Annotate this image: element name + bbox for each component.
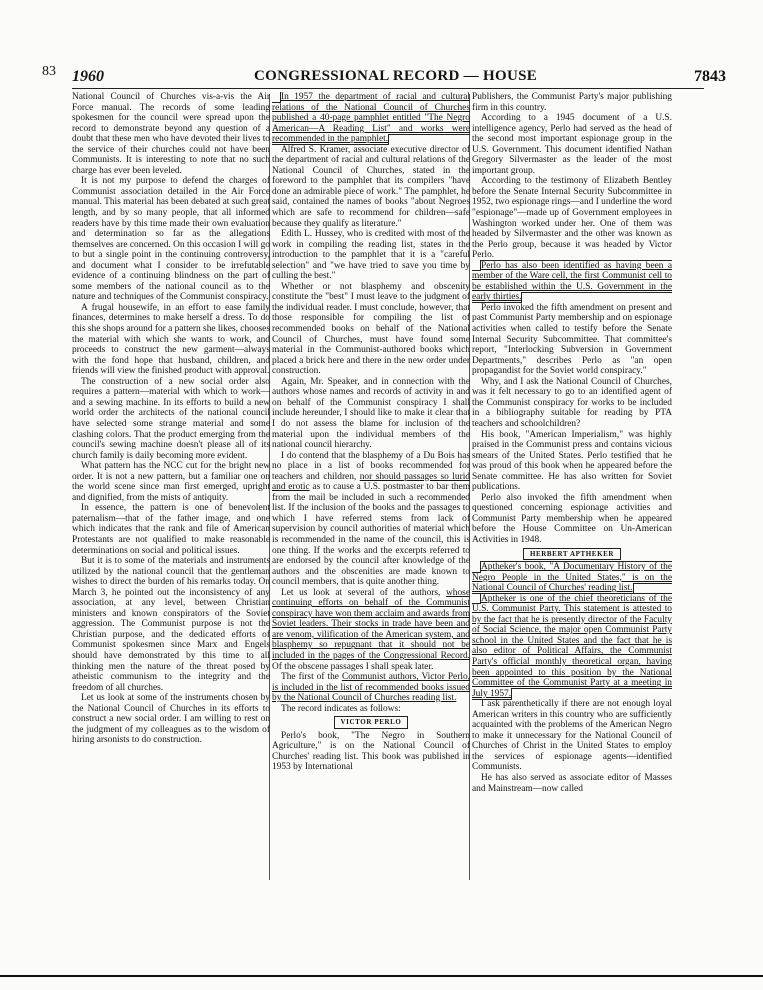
- paragraph: In essence, the pattern is one of benevolent paternalism—that of the father image, and one which indicates that the rank and file of American Protestants are not qualified to make reasonable determinations on social and political issues.: [72, 503, 270, 556]
- header-page-number: 7843: [694, 68, 726, 85]
- boxed-passage: In 1957 the department of racial and cultural relations of the National Council of Churches published a 40-page pamphlet entitled "The Negro American—A Reading List" and works were recommended in the pamphlet.: [272, 92, 470, 145]
- paragraph: [272, 588, 470, 672]
- subheading-label: VICTOR PERLO: [334, 716, 409, 729]
- boxed-passage: Aptheker's book, "A Documentary History of the Negro People in the United States," is on the National Council of Churches' reading list.: [472, 562, 672, 594]
- paragraph: A frugal housewife, in an effort to ease family finances, determines to make herself a dress. To do this she shops around for a pattern she likes, chooses the material with which she wants to work, and proceeds to construct the new garment—always with the fond hope that husband, children, and friends will view the finished product with approval.: [72, 302, 270, 377]
- subheading: [472, 548, 672, 561]
- text-run: Let us look at several of the authors,: [281, 587, 447, 598]
- boxed-passage: Aptheker is one of the chief theoreticians of the U.S. Communist Party. This statement is attested to by the fact that he is presently director of the Faculty of Social Science, the major open Communist Party school in the United States and the fact that he is also editor of Political Affairs, the Communist Party's official monthly theoretical organ, having been appointed to this position by the National Committee of the Communist Party at a meeting in July 1957.: [472, 593, 672, 699]
- paragraph: He has also served as associate editor of Masses and Mainstream—now called: [472, 773, 672, 794]
- paragraph: But it is to some of the materials and instruments utilized by the national council that the gentleman wishes to direct the burden of his remarks today. On March 3, he pointed out the inconsistency of any association, at any level, between Christian ministers and known conspirators of the Soviet aggression. The Communist purpose is not the Christian purpose, and the dedicated efforts of Communist spokesmen since Marx and Engels should have demonstrated by this time to all thinking men the nature of the threat posed by atheistic communism to the integrity and the freedom of all churches.: [72, 556, 270, 693]
- paragraph: His book, "American Imperialism," was highly praised in the Communist press and contains vicious smears of the United States. Perlo testified that he was proud of this book when he appeared before the Senate committee. He has also written for Soviet publications.: [472, 429, 672, 493]
- text-run: as to cause a U.S. postmaster to bar them from the mail be included in such a recommended list. If the inclusion of the books and the passages to which I have referred stems from lack of supervision by council authorities of material which is recommended in the name of the council, this is one thing. If the works and the excerpts referred to are endorsed by the council after knowledge of the authors and the obscenities are made known to council members, that is quite another thing.: [272, 482, 470, 588]
- paragraph: Whether or not blasphemy and obscenity constitute the "best" I must leave to the judgment of the individual reader. I must conclude, however, that those responsible for compiling the list of recommended books on behalf of the National Council of Churches, must have found some material in the Communist-authored books which placed a brick here and there in the new order under construction.: [272, 281, 470, 377]
- paragraph: National Council of Churches vis-a-vis the Air Force manual. The records of some leading spokesmen for the council were spread upon the record to demonstrate beyond any question of a doubt that these men who have devoted their lives to the service of their churches could not have been Communists. It is interesting to note that no such charge has ever been leveled.: [72, 92, 270, 176]
- header-rule: [72, 88, 704, 89]
- column-3: [472, 92, 672, 884]
- paragraph: [272, 672, 470, 704]
- paragraph: [272, 451, 470, 588]
- paragraph: Perlo's book, "The Negro in Southern Agriculture," is on the National Council of Churches' reading list. This book was published in 1953 by International: [272, 730, 470, 773]
- text-run: I do contend that the blasphemy of a Du Bois has no place in a list of books recommended for teachers and children,: [272, 450, 470, 482]
- paragraph: Edith L. Hussey, who is credited with most of the work in compiling the reading list, states in the introduction to the pamphlet that it is a "careful selection" and "we have tried to save you time by culling the best.": [272, 229, 470, 282]
- paragraph: Why, and I ask the National Council of Churches, was it felt necessary to go to an identified agent of the Communist conspiracy for works to be included in a bibliography suitable for reading by PTA teachers and schoolchildren?: [472, 376, 672, 429]
- header-title: CONGRESSIONAL RECORD — HOUSE: [254, 68, 538, 84]
- boxed-paragraph: [472, 594, 672, 699]
- text-run: Of the obscene passages I shall speak later.: [272, 661, 434, 672]
- column-1: [72, 92, 270, 884]
- underlined-passage: nor should passages so lurid and erotic: [272, 471, 470, 493]
- paragraph: What pattern has the NCC cut for the bright new order. It is not a new pattern, but a familiar one on the world scene since man first emerged, upright and dignified, from the mists of antiquity.: [72, 461, 270, 503]
- paragraph: According to a 1945 document of a U.S. intelligence agency, Perlo had served as the head of the second most important espionage group in the U.S. Government. This document identified Nathan Gregory Silvermaster as the leader of the most important group.: [472, 113, 672, 176]
- paragraph: Again, Mr. Speaker, and in connection with the authors whose names and records of activity in and on behalf of the Communist conspiracy I shall include hereunder, I should like to make it clear that I do not assess the blame for inclusion of the material upon the individual members of the national council hierarchy.: [272, 376, 470, 451]
- paragraph: According to the testimony of Elizabeth Bentley before the Senate Internal Security Subcommittee in 1952, two espionage rings—and I underline the word "espionage"—made up of Government employees in Washington worked under her. One of them was headed by Silvermaster and the other was known as the Perlo group, because it was headed by Victor Perlo.: [472, 176, 672, 261]
- boxed-paragraph: [272, 92, 470, 145]
- paragraph: Perlo also invoked the fifth amendment when questioned concerning espionage activities and Communist Party membership when he appeared before the House Committee on Un-American Activities in 1948.: [472, 492, 672, 545]
- header-year: 1960: [72, 68, 104, 85]
- paragraph: Let us look at some of the instruments chosen by the National Council of Churches in its efforts to construct a new social order. I am willing to rest on the judgment of my colleagues as to the wisdom of hiring arsonists to do construction.: [72, 693, 270, 746]
- column-2: [272, 92, 470, 884]
- boxed-paragraph: [472, 562, 672, 594]
- bottom-rule: [0, 975, 763, 977]
- paragraph: The construction of a new social order also requires a pattern—material with which to work—and a sewing machine. In its efforts to build a new world order the architects of the national council have selected some strange material and some clashing colors. That the product emerging from the council's sewing machine doesn't please all of its church family is daily becoming more evident.: [72, 376, 270, 461]
- text-run: The first of the: [281, 672, 342, 683]
- underlined-passage: whose continuing efforts on behalf of the Communist conspiracy have won them acclaim and awards from Soviet leaders. Their stocks in trade have been and are venom, vilification of the American system, and blasphemy so repugnant that it should not be included in the pages of the Congressional Record.: [272, 587, 470, 661]
- boxed-paragraph: [472, 261, 672, 303]
- paragraph: Perlo invoked the fifth amendment on present and past Communist Party membership and on espionage activities when called to testify before the Senate Internal Security Subcommittee. That committee's report, "Interlocking Subversion in Government Departments," describes Perlo as "an open propagandist for the Soviet world conspiracy.": [472, 302, 672, 377]
- underlined-passage: Communist authors, Victor Perlo, is included in the list of recommended books issued by the National Council of Churches reading list.: [272, 672, 470, 704]
- margin-page-number: 83: [42, 64, 56, 79]
- paragraph: Publishers, the Communist Party's major publishing firm in this country.: [472, 92, 672, 113]
- page-header: [72, 68, 726, 88]
- subheading: [272, 716, 470, 729]
- paragraph: It is not my purpose to defend the charges of Communist association detailed in the Air Force manual. This material has been debated at such great length, and by so many people, that all informed readers have by this time made their own evaluation and determination so far as the allegations themselves are concerned. On this occasion I will go to but a single point in the continuing controversy, and document what I consider to be irrefutable evidence of a continuing blindness on the part of some members of the national council as to the nature and techniques of the Communist conspiracy.: [72, 176, 270, 303]
- paragraph: The record indicates as follows:: [281, 703, 401, 714]
- paragraph: Alfred S. Kramer, associate executive director of the department of racial and cultural relations of the National Council of Churches, stated in the foreword to the pamphlet that its compilers "have done an admirable piece of work." The pamphlet, he said, contained the names of books "about Negroes which are safe to recommend for children—safe because they qualify as literature.": [272, 144, 470, 229]
- paragraph: I ask parenthetically if there are not enough loyal American writers in this country who are sufficiently acquainted with the problems of the American Negro to make it unnecessary for the National Council of Churches of Christ in the United States to employ the services of espionage agents—identified Communists.: [472, 699, 672, 773]
- subheading-label: HERBERT APTHEKER: [523, 548, 621, 561]
- boxed-passage: Perlo has also been identified as having been a member of the Ware cell, the first Communist cell to be established within the U.S. Government in the early thirties.: [472, 260, 672, 303]
